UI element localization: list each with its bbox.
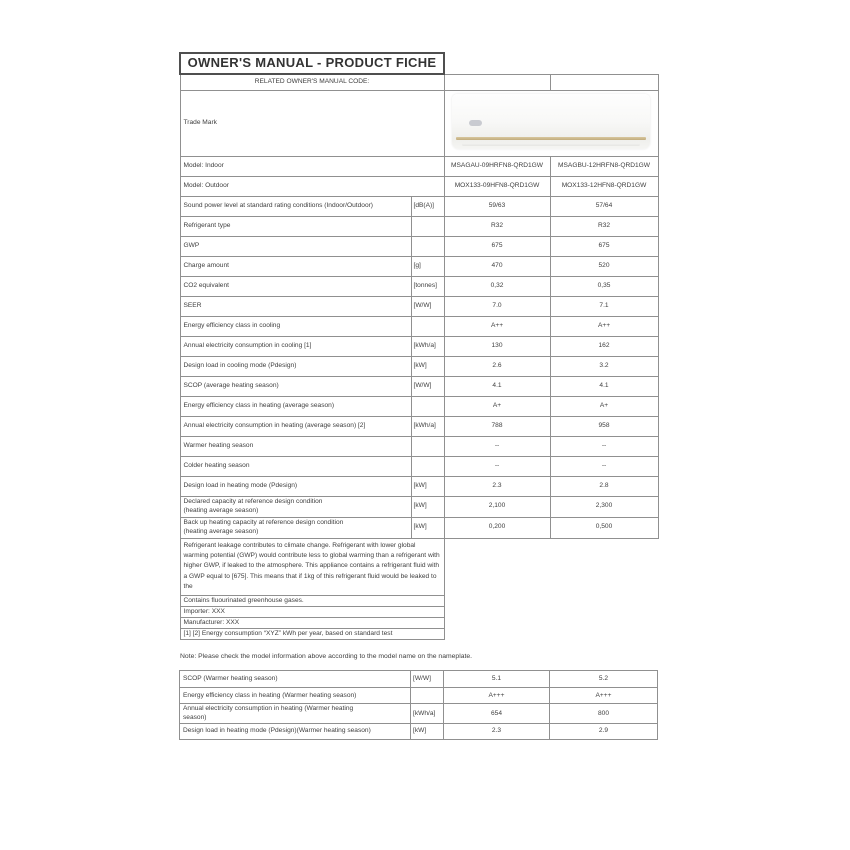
paragraph-row-filler — [444, 538, 658, 595]
spec-value-1: 2.6 — [444, 356, 550, 376]
trade-mark-label: Trade Mark — [180, 90, 444, 156]
spec-label: Charge amount — [180, 256, 411, 276]
spec-value-2: 2,300 — [550, 496, 658, 517]
spec-unit — [411, 436, 444, 456]
spec-unit: [g] — [411, 256, 444, 276]
spec-row-co2-equivalent — [180, 276, 658, 296]
spec-value-1: A++ — [444, 316, 550, 336]
spec-row-refrigerant-type — [180, 216, 658, 236]
spec-label: Colder heating season — [180, 456, 411, 476]
warmer-row-class — [180, 688, 658, 704]
related-code-label: RELATED OWNER'S MANUAL CODE: — [180, 74, 444, 90]
spec-value-2: 4.1 — [550, 376, 658, 396]
spec-row-sound-power — [180, 196, 658, 216]
spec-value-1: R32 — [444, 216, 550, 236]
model-indoor-label: Model: Indoor — [180, 156, 444, 176]
spec-value-2: 520 — [550, 256, 658, 276]
regulatory-line: Contains fluourinated greenhouse gases. — [180, 595, 444, 606]
spec-value-1: 2,100 — [444, 496, 550, 517]
title-row-filler — [444, 53, 658, 74]
regulatory-paragraph-row — [180, 538, 658, 595]
spec-value-1: 0,32 — [444, 276, 550, 296]
spec-label-line-2: (heating average season) — [183, 527, 259, 535]
spec-value-1: 788 — [444, 416, 550, 436]
spec-unit — [411, 316, 444, 336]
spec-row-gwp — [180, 236, 658, 256]
importer-line: Importer: XXX — [180, 606, 444, 617]
ac-unit-image — [452, 94, 650, 149]
spec-value-2: R32 — [550, 216, 658, 236]
model-outdoor-row — [180, 176, 658, 196]
spec-label — [180, 704, 411, 723]
spec-unit — [411, 688, 444, 704]
spec-unit: [W/W] — [411, 376, 444, 396]
spec-value-2: A++ — [550, 316, 658, 336]
note-text: Note: Please check the model information above according to the model name on the nameplate. — [180, 653, 473, 661]
spec-row-annual-heating — [180, 416, 658, 436]
spec-row-design-load-heating — [180, 476, 658, 496]
spec-label: Energy efficiency class in cooling — [180, 316, 411, 336]
energy-footnote-row — [180, 629, 658, 640]
model-indoor-value-1: MSAGAU-09HRFN8-QRD1GW — [444, 156, 550, 176]
model-outdoor-value-2: MOX133-12HFN8-QRD1GW — [550, 176, 658, 196]
trade-mark-row — [180, 90, 658, 156]
spec-unit: [W/W] — [411, 671, 444, 688]
title-row — [180, 53, 658, 74]
warmer-row-annual — [180, 704, 658, 723]
spec-label: CO2 equivalent — [180, 276, 411, 296]
spec-row-class-heating — [180, 396, 658, 416]
spec-value-2: -- — [550, 436, 658, 456]
related-code-value-2 — [550, 74, 658, 90]
spec-unit: [kW] — [411, 517, 444, 538]
related-code-value-1 — [444, 74, 550, 90]
spec-label-line-2: season) — [183, 713, 207, 721]
spec-label: Design load in heating mode (Pdesign)(Warmer heating season) — [180, 723, 411, 739]
spec-value-2: 675 — [550, 236, 658, 256]
manufacturer-row — [180, 618, 658, 629]
page-title: OWNER'S MANUAL - PRODUCT FICHE — [180, 53, 444, 74]
spec-value-2: A+++ — [550, 688, 658, 704]
spec-value-1: 470 — [444, 256, 550, 276]
spec-label: SCOP (average heating season) — [180, 376, 411, 396]
spec-value-2: 162 — [550, 336, 658, 356]
spec-unit: [kW] — [411, 496, 444, 517]
model-outdoor-value-1: MOX133-09HFN8-QRD1GW — [444, 176, 550, 196]
related-code-row — [180, 74, 658, 90]
spec-unit: [tonnes] — [411, 276, 444, 296]
spec-value-2: 2.9 — [550, 723, 658, 739]
warmer-season-table — [179, 670, 658, 739]
spec-label: SEER — [180, 296, 411, 316]
regulatory-line-row — [180, 595, 658, 606]
spec-value-1: 7.0 — [444, 296, 550, 316]
trade-mark-cell — [444, 90, 658, 156]
spec-value-2: 0,35 — [550, 276, 658, 296]
model-indoor-value-2: MSAGBU-12HRFN8-QRD1GW — [550, 156, 658, 176]
importer-row — [180, 606, 658, 617]
spec-value-1: 59/63 — [444, 196, 550, 216]
spec-label: Warmer heating season — [180, 436, 411, 456]
spec-value-1: 2.3 — [444, 476, 550, 496]
spec-label: Refrigerant type — [180, 216, 411, 236]
spec-row-design-load-cooling — [180, 356, 658, 376]
model-indoor-row — [180, 156, 658, 176]
spec-label: Energy efficiency class in heating (average season) — [180, 396, 411, 416]
spec-value-2: 0,500 — [550, 517, 658, 538]
spec-row-colder-season — [180, 456, 658, 476]
spec-row-backup-capacity — [180, 517, 658, 538]
spec-unit: [kW] — [411, 476, 444, 496]
spec-value-1: 0,200 — [444, 517, 550, 538]
regulatory-paragraph: Refrigerant leakage contributes to climate change. Refrigerant with lower global warming potential (GWP) would contribute less to global warming than a refrigerant with higher GWP, if leaked to the atmosphere. This appliance contains a refrigerant fluid with a GWP equal to [675]. This means that if 1kg of this refrigerant fluid would be leaked to the — [180, 538, 444, 595]
spec-unit: [dB(A)] — [411, 196, 444, 216]
spec-unit: [kWh/a] — [411, 704, 444, 723]
spec-row-charge-amount — [180, 256, 658, 276]
spec-row-warmer-season — [180, 436, 658, 456]
spec-value-2: 7.1 — [550, 296, 658, 316]
spec-unit — [411, 216, 444, 236]
spec-unit — [411, 396, 444, 416]
spec-label: Energy efficiency class in heating (Warmer heating season) — [180, 688, 411, 704]
model-outdoor-label: Model: Outdoor — [180, 176, 444, 196]
spec-label-line-2: (heating average season) — [183, 506, 259, 514]
spec-label: SCOP (Warmer heating season) — [180, 671, 411, 688]
spec-row-seer — [180, 296, 658, 316]
energy-footnote-line: [1] [2] Energy consumption “XYZ” kWh per year, based on standard test — [180, 629, 444, 640]
ac-bottom-flap — [462, 143, 640, 146]
spec-value-2: 2.8 — [550, 476, 658, 496]
spec-row-scop-average — [180, 376, 658, 396]
spec-label — [180, 496, 411, 517]
spec-value-2: 958 — [550, 416, 658, 436]
product-fiche-table — [179, 52, 659, 640]
spec-value-1: -- — [444, 436, 550, 456]
spec-value-1: 2.3 — [444, 723, 550, 739]
spec-unit — [411, 456, 444, 476]
spec-value-1: -- — [444, 456, 550, 476]
spec-label-line-1: Annual electricity consumption in heating (Warmer heating — [183, 705, 354, 713]
spec-value-2: 57/64 — [550, 196, 658, 216]
spec-value-2: A+ — [550, 396, 658, 416]
spec-unit: [kW] — [411, 723, 444, 739]
spec-row-annual-cooling — [180, 336, 658, 356]
warmer-row-scop — [180, 671, 658, 688]
spec-value-2: 800 — [550, 704, 658, 723]
spec-unit: [W/W] — [411, 296, 444, 316]
spec-row-declared-capacity — [180, 496, 658, 517]
spec-label-line-1: Back up heating capacity at reference design condition — [183, 519, 344, 527]
spec-label-line-1: Declared capacity at reference design condition — [183, 498, 323, 506]
spec-label: Annual electricity consumption in cooling [1] — [180, 336, 411, 356]
spec-value-2: 5.2 — [550, 671, 658, 688]
spec-row-class-cooling — [180, 316, 658, 336]
spec-unit: [kW] — [411, 356, 444, 376]
spec-label: GWP — [180, 236, 411, 256]
manufacturer-line: Manufacturer: XXX — [180, 618, 444, 629]
spec-value-2: -- — [550, 456, 658, 476]
spec-value-1: 130 — [444, 336, 550, 356]
brand-logo-mark — [469, 120, 482, 126]
spec-label: Annual electricity consumption in heating (average season) [2] — [180, 416, 411, 436]
spec-label: Design load in heating mode (Pdesign) — [180, 476, 411, 496]
spec-unit — [411, 236, 444, 256]
spec-value-1: 654 — [444, 704, 550, 723]
spec-value-2: 3.2 — [550, 356, 658, 376]
spec-label — [180, 517, 411, 538]
spec-value-1: 5.1 — [444, 671, 550, 688]
spec-value-1: A+++ — [444, 688, 550, 704]
spec-label: Sound power level at standard rating conditions (Indoor/Outdoor) — [180, 196, 411, 216]
spec-label: Design load in cooling mode (Pdesign) — [180, 356, 411, 376]
spec-value-1: A+ — [444, 396, 550, 416]
warmer-row-design-load — [180, 723, 658, 739]
product-fiche-sheet — [179, 52, 657, 740]
spec-unit: [kWh/a] — [411, 336, 444, 356]
spec-value-1: 4.1 — [444, 376, 550, 396]
ac-accent-strip — [456, 137, 646, 140]
spec-value-1: 675 — [444, 236, 550, 256]
spec-unit: [kWh/a] — [411, 416, 444, 436]
